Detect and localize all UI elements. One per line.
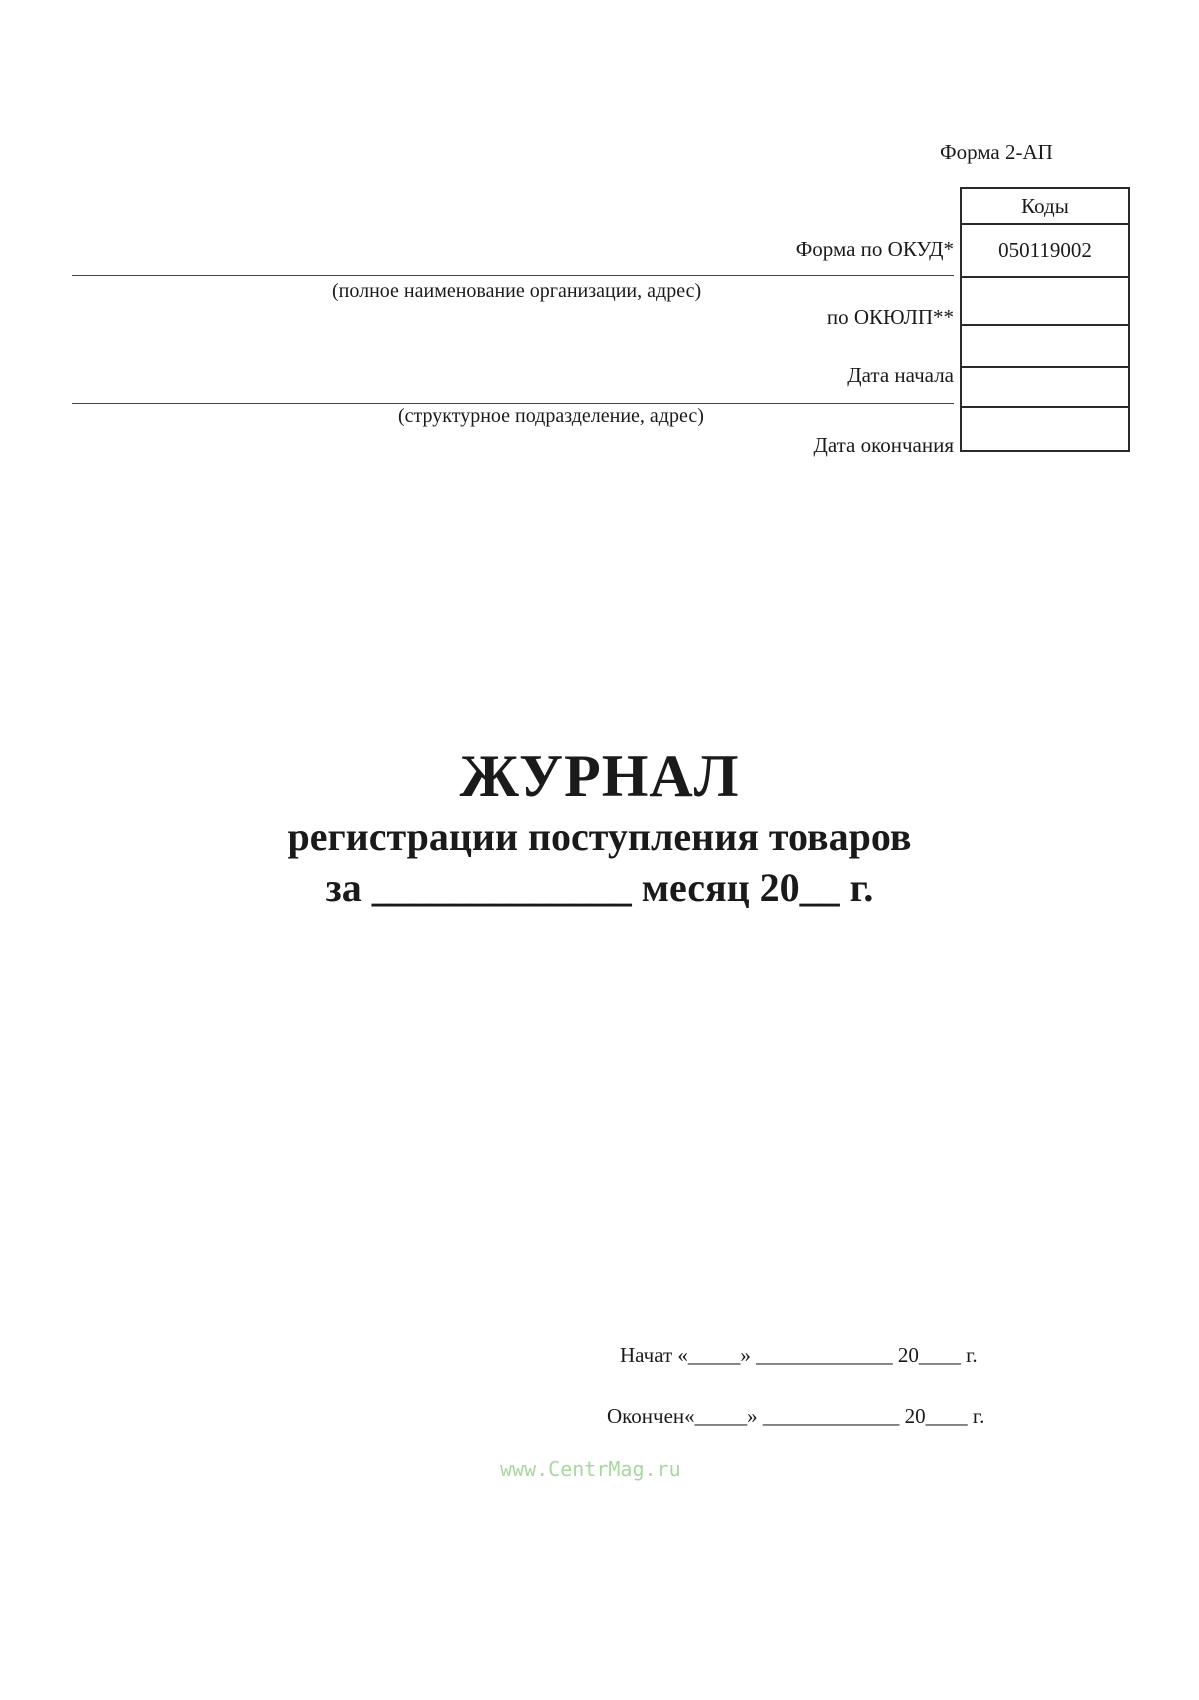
division-line <box>72 403 954 404</box>
start-date-label: Дата начала <box>847 363 954 387</box>
end-date-cell <box>960 408 1130 452</box>
journal-title: ЖУРНАЛ <box>459 743 740 809</box>
okulp-code-cell <box>960 278 1130 326</box>
title-block <box>0 740 1199 914</box>
form-number: Форма 2-АП <box>940 140 1053 164</box>
blank-code-cell <box>960 326 1130 368</box>
finished-date-line: Окончен«_____» _____________ 20____ г. <box>607 1404 985 1428</box>
start-date-cell <box>960 368 1130 408</box>
okulp-label: по ОКЮЛП** <box>826 305 954 329</box>
watermark: www.CentrMag.ru <box>500 1457 681 1481</box>
codes-table <box>960 187 1134 452</box>
end-date-label: Дата окончания <box>813 433 954 457</box>
journal-subtitle: регистрации поступления товаров <box>287 814 912 859</box>
division-caption: (структурное подразделение, адрес) <box>398 405 704 427</box>
organization-line <box>72 275 954 276</box>
started-date-line: Начат «_____» _____________ 20____ г. <box>620 1343 978 1367</box>
okud-code-cell: 050119002 <box>960 225 1130 278</box>
codes-heading: Коды <box>960 187 1130 225</box>
organization-caption: (полное наименование организации, адрес) <box>332 280 702 302</box>
journal-period: за _____________ месяц 20__ г. <box>325 865 874 910</box>
okud-label: Форма по ОКУД* <box>795 237 954 261</box>
